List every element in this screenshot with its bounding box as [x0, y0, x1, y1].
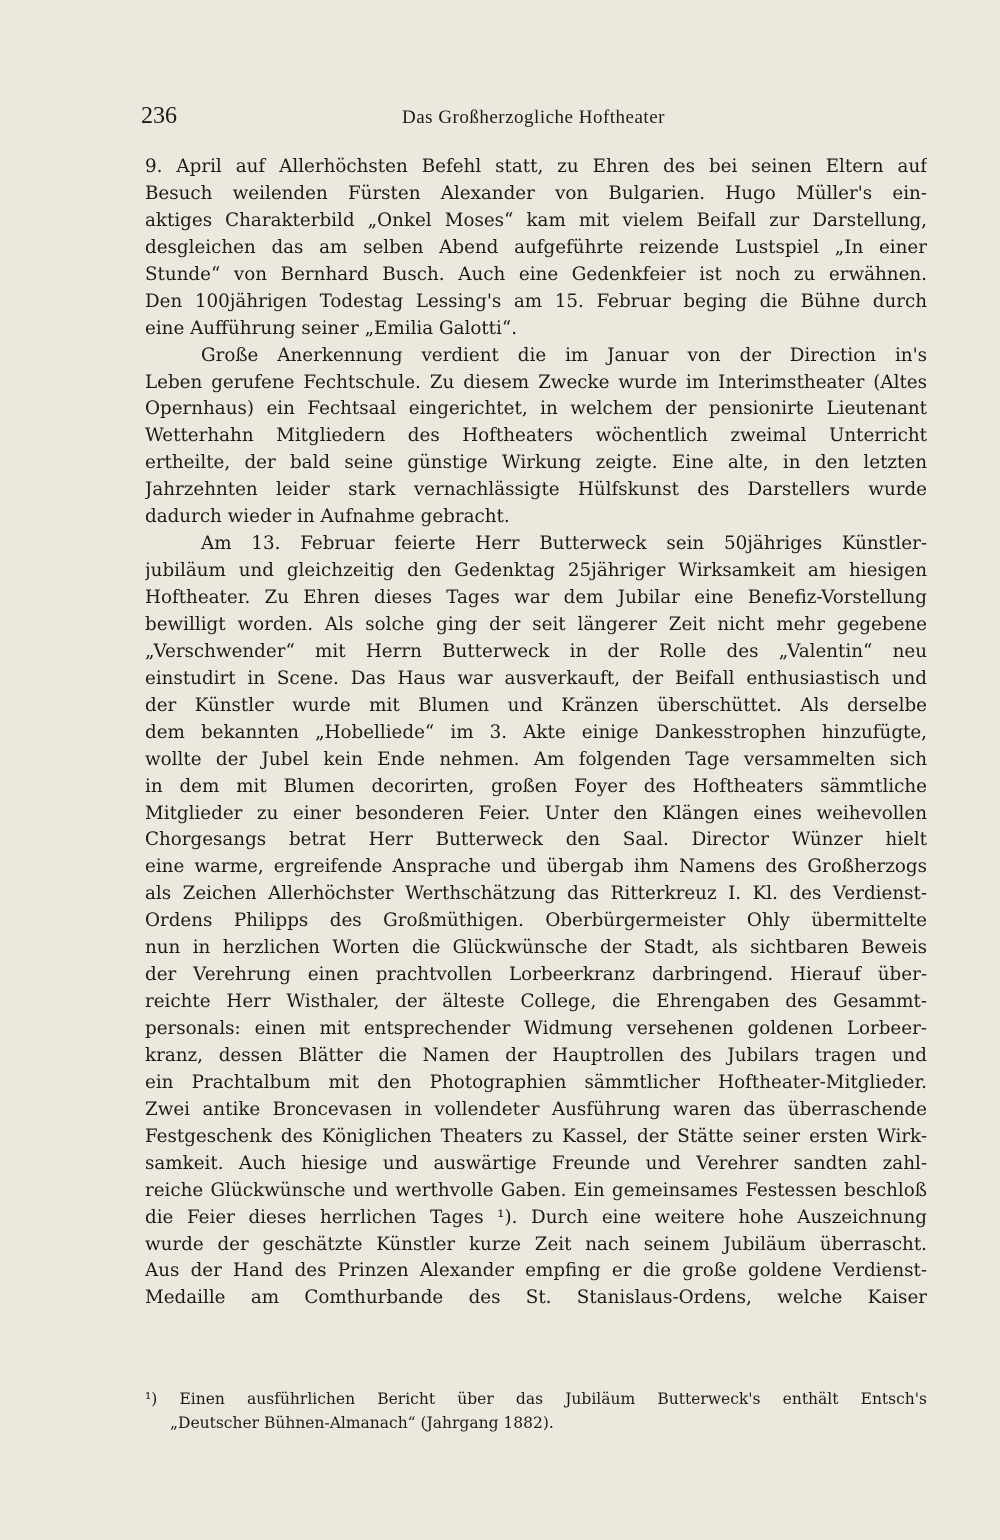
text-line: Zwei antike Broncevasen in vollendeter Ausführung waren das überraschende — [145, 1098, 927, 1120]
page-number: 236 — [141, 103, 177, 129]
running-head: Das Großherzogliche Hoftheater — [402, 107, 665, 128]
text-line: ertheilte, der bald seine günstige Wirkung zeigte. Eine alte, in den letzten — [145, 452, 927, 474]
text-line: Leben gerufene Fechtschule. Zu diesem Zwecke wurde im Interimstheater (Altes — [145, 371, 927, 393]
footnote-line: „Deutscher Bühnen-Almanach“ (Jahrgang 1882). — [170, 1414, 554, 1432]
text-line: desgleichen das am selben Abend aufgeführte reizende Lustspiel „In einer — [145, 236, 927, 258]
text-line: eine warme, ergreifende Ansprache und übergab ihm Namens des Großherzogs — [145, 856, 927, 878]
text-line: Den 100jährigen Todestag Lessing's am 15. Februar beging die Bühne durch — [145, 290, 927, 312]
text-line: Festgeschenk des Königlichen Theaters zu Kassel, der Stätte seiner ersten Wirk- — [145, 1125, 927, 1147]
text-line: Chorgesangs betrat Herr Butterweck den Saal. Director Wünzer hielt — [145, 829, 927, 851]
text-line: reichte Herr Wisthaler, der älteste College, die Ehrengaben des Gesammt- — [145, 991, 927, 1013]
footnotes — [145, 1387, 927, 1435]
text-line: einstudirt in Scene. Das Haus war ausverkauft, der Beifall enthusiastisch und — [145, 667, 927, 689]
text-line: kranz, dessen Blätter die Namen der Hauptrollen des Jubilars tragen und — [145, 1044, 927, 1066]
text-line: ein Prachtalbum mit den Photographien sämmtlicher Hoftheater-Mitglieder. — [145, 1071, 927, 1093]
text-line: Hoftheater. Zu Ehren dieses Tages war dem Jubilar eine Benefiz-Vorstellung — [145, 587, 927, 608]
text-line: Mitglieder zu einer besonderen Feier. Unter den Klängen eines weihevollen — [145, 802, 927, 824]
text-line: reiche Glückwünsche und werthvolle Gaben. Ein gemeinsames Festessen beschloß — [145, 1179, 927, 1201]
text-line: bewilligt worden. Als solche ging der seit längerer Zeit nicht mehr gegebene — [145, 613, 927, 635]
text-line: Jahrzehnten leider stark vernachlässigte Hülfskunst des Darstellers wurde — [145, 479, 927, 501]
text-line: der Verehrung einen prachtvollen Lorbeerkranz darbringend. Hierauf über- — [145, 964, 927, 986]
text-line: aktiges Charakterbild „Onkel Moses“ kam mit vielem Beifall zur Darstellung, — [145, 209, 927, 231]
text-line: dadurch wieder in Aufnahme gebracht. — [145, 506, 510, 528]
body-text — [145, 154, 927, 1312]
text-line: Große Anerkennung verdient die im Januar von der Direction in's — [201, 344, 927, 366]
page-header — [141, 103, 926, 143]
text-line: Aus der Hand des Prinzen Alexander empfing er die große goldene Verdienst- — [145, 1260, 927, 1282]
text-line: dem bekannten „Hobelliede“ im 3. Akte einige Dankesstrophen hinzufügte, — [145, 721, 927, 743]
text-line: samkeit. Auch hiesige und auswärtige Freunde und Verehrer sandten zahl- — [145, 1152, 927, 1174]
text-line: personals: einen mit entsprechender Widmung versehenen goldenen Lorbeer- — [145, 1018, 927, 1039]
text-line: eine Aufführung seiner „Emilia Galotti“. — [145, 317, 518, 339]
text-line: Wetterhahn Mitgliedern des Hoftheaters wöchentlich zweimal Unterricht — [145, 425, 927, 447]
text-line: „Verschwender“ mit Herrn Butterweck in der Rolle des „Valentin“ neu — [145, 640, 927, 662]
text-line: als Zeichen Allerhöchster Werthschätzung das Ritterkreuz I. Kl. des Verdienst- — [145, 883, 927, 905]
text-line: jubiläum und gleichzeitig den Gedenktag 25jähriger Wirksamkeit am hiesigen — [145, 560, 927, 582]
text-line: Ordens Philipps des Großmüthigen. Oberbürgermeister Ohly übermittelte — [145, 910, 927, 932]
text-line: Medaille am Comthurbande des St. Stanislaus-Ordens, welche Kaiser — [145, 1287, 927, 1309]
text-line: Am 13. Februar feierte Herr Butterweck sein 50jähriges Künstler- — [201, 533, 927, 555]
text-line: wollte der Jubel kein Ende nehmen. Am folgenden Tage versammelten sich — [145, 748, 927, 770]
text-line: nun in herzlichen Worten die Glückwünsche der Stadt, als sichtbaren Beweis — [145, 937, 927, 959]
text-line: wurde der geschätzte Künstler kurze Zeit nach seinem Jubiläum überrascht. — [145, 1233, 927, 1255]
text-line: Besuch weilenden Fürsten Alexander von Bulgarien. Hugo Müller's ein- — [145, 182, 927, 204]
text-line: der Künstler wurde mit Blumen und Kränzen überschüttet. Als derselbe — [145, 694, 927, 716]
text-line: die Feier dieses herrlichen Tages ¹). Durch eine weitere hohe Auszeichnung — [145, 1206, 927, 1228]
text-line: Stunde“ von Bernhard Busch. Auch eine Gedenkfeier ist noch zu erwähnen. — [145, 263, 927, 285]
text-line: Opernhaus) ein Fechtsaal eingerichtet, in welchem der pensionirte Lieutenant — [145, 398, 927, 420]
text-line: in dem mit Blumen decorirten, großen Foyer des Hoftheaters sämmtliche — [145, 775, 927, 797]
footnote-line: ¹) Einen ausführlichen Bericht über das Jubiläum Butterweck's enthält Entsch's — [145, 1390, 927, 1408]
text-line: 9. April auf Allerhöchsten Befehl statt, zu Ehren des bei seinen Eltern auf — [145, 156, 927, 177]
